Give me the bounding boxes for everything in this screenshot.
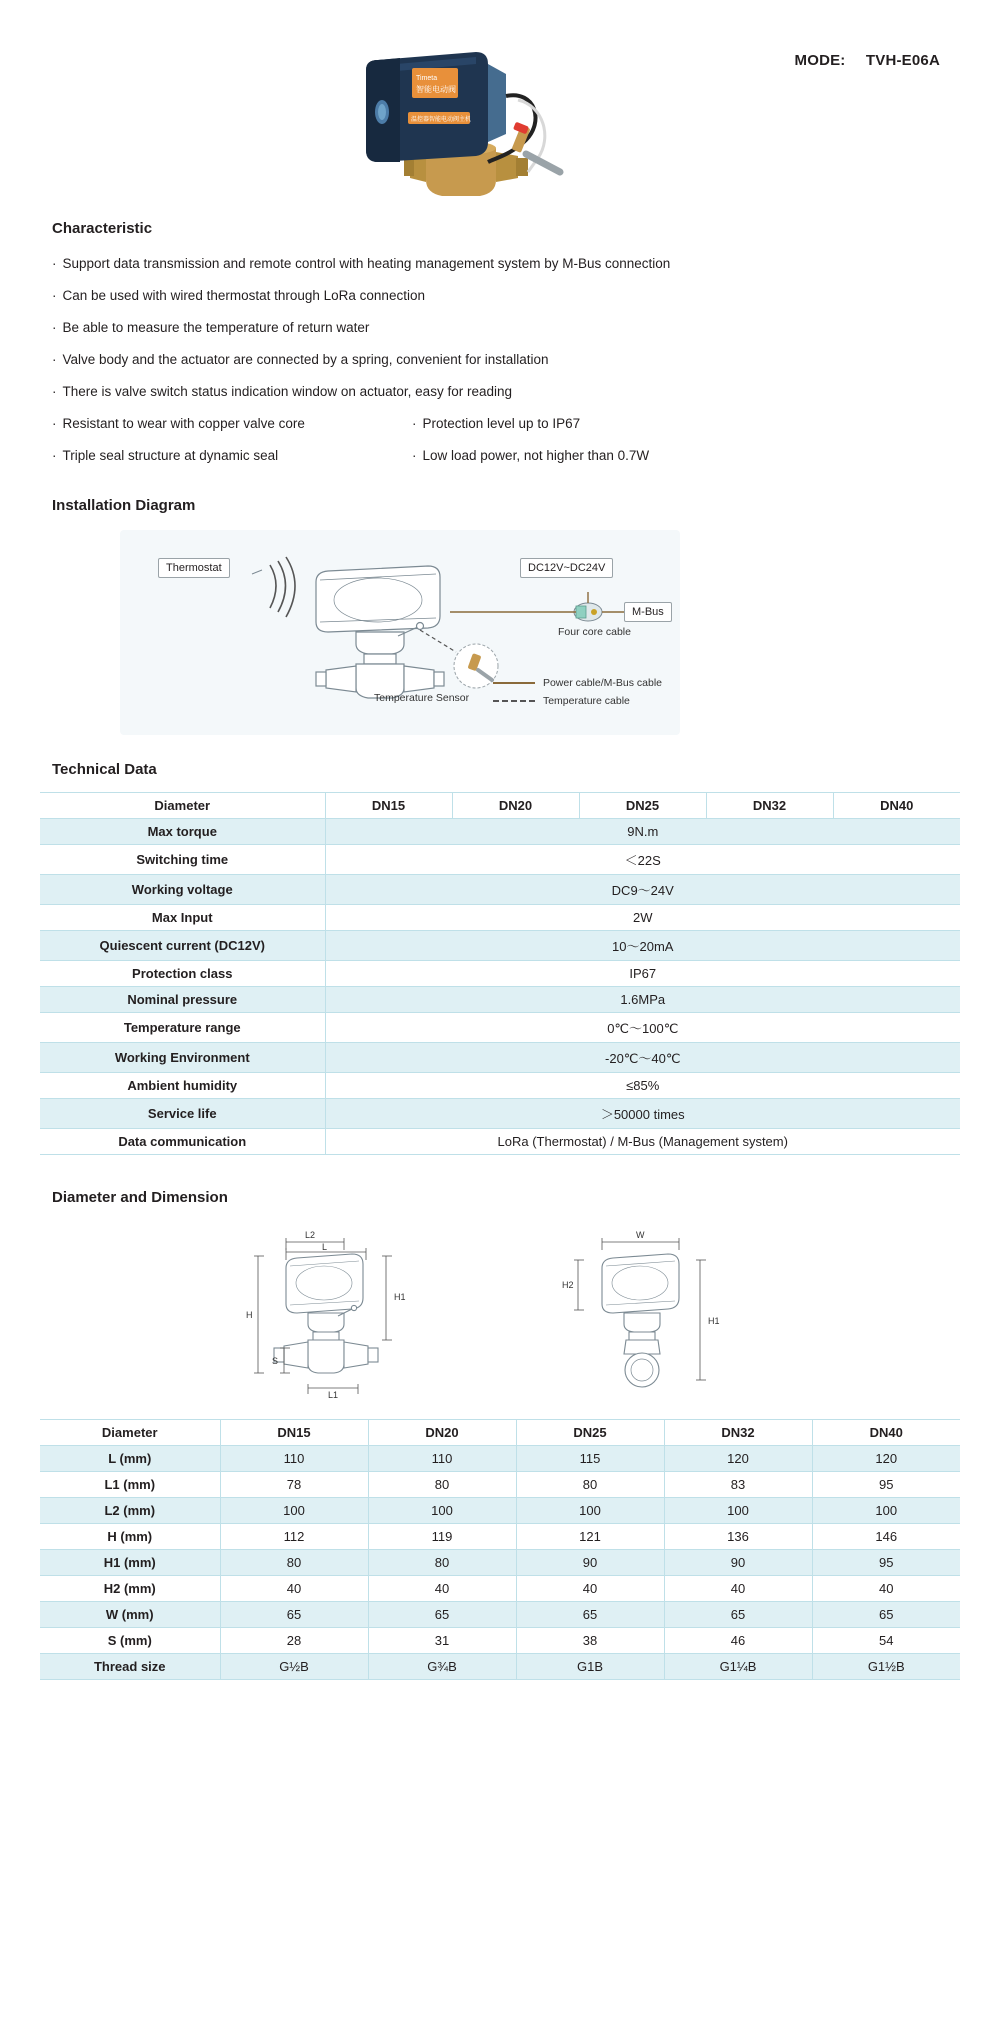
- th-diameter: Diameter: [40, 793, 325, 819]
- cell: 40: [220, 1576, 368, 1602]
- row-label: L1 (mm): [40, 1472, 220, 1498]
- table-row: [40, 1099, 960, 1129]
- cell: 65: [220, 1602, 368, 1628]
- table-header-row: [40, 793, 960, 819]
- table-row: [40, 1446, 960, 1472]
- cell: 115: [516, 1446, 664, 1472]
- row-label: Quiescent current (DC12V): [40, 931, 325, 961]
- bullet-dot: ·: [52, 352, 57, 367]
- table-row: [40, 987, 960, 1013]
- th-dn15: DN15: [325, 793, 452, 819]
- cell: 100: [812, 1498, 960, 1524]
- dim-label-H: H: [246, 1310, 253, 1320]
- row-value: 9N.m: [325, 819, 960, 845]
- char-item-text: There is valve switch status indication window on actuator, easy for reading: [62, 384, 512, 399]
- table-row: [40, 819, 960, 845]
- row-label: Protection class: [40, 961, 325, 987]
- cell: 119: [368, 1524, 516, 1550]
- dimension-drawing-svg: [0, 1220, 1000, 1415]
- cell: 78: [220, 1472, 368, 1498]
- table-row: [40, 1524, 960, 1550]
- temperature-sensor-label: Temperature Sensor: [374, 692, 470, 704]
- row-label: L2 (mm): [40, 1498, 220, 1524]
- row-label: S (mm): [40, 1628, 220, 1654]
- char-row: [52, 315, 1000, 341]
- brand-text: Timeta: [416, 75, 438, 82]
- char-item-text: Resistant to wear with copper valve core: [62, 416, 305, 431]
- cell: 95: [812, 1550, 960, 1576]
- cell: 120: [664, 1446, 812, 1472]
- cell: 100: [516, 1498, 664, 1524]
- th-dn25: DN25: [579, 793, 706, 819]
- model-label: MODE:: [794, 52, 846, 69]
- char-row: [52, 251, 1000, 277]
- technical-data-title: Technical Data: [52, 761, 157, 778]
- cell: G1½B: [812, 1654, 960, 1680]
- legend-item-temperature: [493, 695, 662, 707]
- cell: 80: [516, 1472, 664, 1498]
- datasheet-page: [0, 30, 1000, 2021]
- cell: 65: [516, 1602, 664, 1628]
- row-label: Temperature range: [40, 1013, 325, 1043]
- table-row: [40, 845, 960, 875]
- th-dn32: DN32: [706, 793, 833, 819]
- char-item-text: Valve body and the actuator are connected by a spring, convenient for installation: [62, 352, 549, 367]
- product-photo-area: [0, 30, 1000, 220]
- row-label: Service life: [40, 1099, 325, 1129]
- installation-diagram: [120, 530, 680, 735]
- th-dn25: DN25: [516, 1420, 664, 1446]
- cell: 120: [812, 1446, 960, 1472]
- bullet-dot: ·: [52, 416, 57, 431]
- table-row: [40, 1472, 960, 1498]
- bullet-dot: ·: [412, 416, 417, 431]
- row-value: DC9～24V: [325, 875, 960, 905]
- technical-data-table-wrap: [40, 792, 960, 1155]
- row-value: 0℃～100℃: [325, 1013, 960, 1043]
- table-row: [40, 1550, 960, 1576]
- dim-label-H2: H2: [562, 1280, 574, 1290]
- row-value: LoRa (Thermostat) / M-Bus (Management system): [325, 1129, 960, 1155]
- legend-temperature-label: Temperature cable: [542, 695, 630, 707]
- bullet-dot: ·: [52, 320, 57, 335]
- cell: 38: [516, 1628, 664, 1654]
- product-illustration: [330, 30, 580, 215]
- table-row: [40, 1129, 960, 1155]
- row-label: Switching time: [40, 845, 325, 875]
- cell: G½B: [220, 1654, 368, 1680]
- cell: 100: [368, 1498, 516, 1524]
- cell: 146: [812, 1524, 960, 1550]
- char-item-text: Protection level up to IP67: [422, 416, 581, 431]
- row-label: H2 (mm): [40, 1576, 220, 1602]
- table-row: [40, 1628, 960, 1654]
- bullet-dot: ·: [412, 448, 417, 463]
- cell: 100: [664, 1498, 812, 1524]
- row-label: Max torque: [40, 819, 325, 845]
- dimension-table-wrap: [40, 1419, 960, 1680]
- row-value: 10～20mA: [325, 931, 960, 961]
- row-label: Ambient humidity: [40, 1073, 325, 1099]
- dimension-drawing: [0, 1220, 1000, 1415]
- row-label: Max Input: [40, 905, 325, 931]
- dim-label-L1: L1: [328, 1390, 339, 1400]
- table-row: [40, 875, 960, 905]
- char-item-text: Can be used with wired thermostat through LoRa connection: [62, 288, 425, 303]
- cell: 40: [664, 1576, 812, 1602]
- row-label: Thread size: [40, 1654, 220, 1680]
- dim-label-S: S: [272, 1356, 279, 1366]
- dim-label-L2: L2: [305, 1230, 316, 1240]
- cell: 121: [516, 1524, 664, 1550]
- cell: 90: [664, 1550, 812, 1576]
- row-value: 1.6MPa: [325, 987, 960, 1013]
- table-row: [40, 1498, 960, 1524]
- row-value: IP67: [325, 961, 960, 987]
- four-core-cable-label: Four core cable: [558, 626, 631, 638]
- dimension-table: [40, 1419, 960, 1680]
- row-label: Working voltage: [40, 875, 325, 905]
- row-label: L (mm): [40, 1446, 220, 1472]
- row-label: H (mm): [40, 1524, 220, 1550]
- legend-item-power: [493, 677, 662, 689]
- device-label-cn: 智能电动阀: [416, 85, 456, 94]
- row-value: ≤85%: [325, 1073, 960, 1099]
- cell: 46: [664, 1628, 812, 1654]
- cell: 110: [368, 1446, 516, 1472]
- cell: 65: [664, 1602, 812, 1628]
- model-value: TVH-E06A: [865, 52, 940, 69]
- row-label: Working Environment: [40, 1043, 325, 1073]
- device-sub-cn: 温控器智能电动阀主机: [411, 117, 472, 123]
- cell: 40: [812, 1576, 960, 1602]
- table-row: [40, 1073, 960, 1099]
- characteristic-title: Characteristic: [52, 220, 153, 237]
- power-cable-line-icon: [493, 682, 535, 684]
- char-row: [52, 443, 1000, 469]
- th-dn40: DN40: [833, 793, 960, 819]
- cell: G1¼B: [664, 1654, 812, 1680]
- cell: 136: [664, 1524, 812, 1550]
- table-row: [40, 1043, 960, 1073]
- dimension-title: Diameter and Dimension: [52, 1189, 228, 1206]
- char-item-text: Be able to measure the temperature of return water: [62, 320, 370, 335]
- cell: 110: [220, 1446, 368, 1472]
- cell: 31: [368, 1628, 516, 1654]
- product-photo: [330, 30, 580, 215]
- row-value: 2W: [325, 905, 960, 931]
- char-row: [52, 379, 1000, 405]
- char-row: [52, 411, 1000, 437]
- th-dn40: DN40: [812, 1420, 960, 1446]
- cell: 28: [220, 1628, 368, 1654]
- row-value: ＜22S: [325, 845, 960, 875]
- dim-label-H1-left-view: H1: [394, 1292, 406, 1302]
- row-label: H1 (mm): [40, 1550, 220, 1576]
- cell: 40: [516, 1576, 664, 1602]
- cell: 83: [664, 1472, 812, 1498]
- char-item-text: Triple seal structure at dynamic seal: [62, 448, 279, 463]
- temperature-sensor-detail: [454, 644, 498, 688]
- cell: G1B: [516, 1654, 664, 1680]
- cell: 80: [368, 1550, 516, 1576]
- char-row: [52, 283, 1000, 309]
- cell: 80: [220, 1550, 368, 1576]
- row-label: W (mm): [40, 1602, 220, 1628]
- row-value: -20℃～40℃: [325, 1043, 960, 1073]
- cell: G¾B: [368, 1654, 516, 1680]
- technical-data-table: [40, 792, 960, 1155]
- table-row: [40, 1013, 960, 1043]
- table-row: [40, 961, 960, 987]
- table-header-row: [40, 1420, 960, 1446]
- th-dn15: DN15: [220, 1420, 368, 1446]
- row-label: Data communication: [40, 1129, 325, 1155]
- bullet-dot: ·: [52, 384, 57, 399]
- voltage-label: DC12V~DC24V: [520, 558, 613, 578]
- cell: 95: [812, 1472, 960, 1498]
- dim-label-L: L: [322, 1242, 328, 1252]
- bullet-dot: ·: [52, 448, 57, 463]
- cell: 65: [812, 1602, 960, 1628]
- cell: 54: [812, 1628, 960, 1654]
- cell: 65: [368, 1602, 516, 1628]
- th-dn20: DN20: [368, 1420, 516, 1446]
- th-dn20: DN20: [452, 793, 579, 819]
- th-diameter: Diameter: [40, 1420, 220, 1446]
- four-core-cable-connector: [574, 603, 602, 621]
- row-value: ＞50000 times: [325, 1099, 960, 1129]
- char-item-text: Low load power, not higher than 0.7W: [422, 448, 650, 463]
- legend-power-label: Power cable/M-Bus cable: [542, 677, 662, 689]
- table-row: [40, 905, 960, 931]
- temperature-cable-line-icon: [493, 700, 535, 702]
- characteristic-list: [52, 251, 1000, 469]
- dim-label-W: W: [636, 1230, 645, 1240]
- row-label: Nominal pressure: [40, 987, 325, 1013]
- cell: 40: [368, 1576, 516, 1602]
- dim-label-H1-front-view: H1: [708, 1316, 720, 1326]
- cell: 100: [220, 1498, 368, 1524]
- table-row: [40, 1576, 960, 1602]
- wireless-signal-icon: [270, 557, 295, 617]
- bullet-dot: ·: [52, 256, 57, 271]
- cell: 90: [516, 1550, 664, 1576]
- bullet-dot: ·: [52, 288, 57, 303]
- diagram-legend: [493, 677, 662, 713]
- installation-title: Installation Diagram: [52, 497, 196, 514]
- char-row: [52, 347, 1000, 373]
- table-row: [40, 1602, 960, 1628]
- cell: 80: [368, 1472, 516, 1498]
- char-item-text: Support data transmission and remote control with heating management system by M-Bus connection: [62, 256, 671, 271]
- cell: 112: [220, 1524, 368, 1550]
- mbus-label: M-Bus: [624, 602, 672, 622]
- th-dn32: DN32: [664, 1420, 812, 1446]
- table-row: [40, 1654, 960, 1680]
- thermostat-label: Thermostat: [158, 558, 230, 578]
- table-row: [40, 931, 960, 961]
